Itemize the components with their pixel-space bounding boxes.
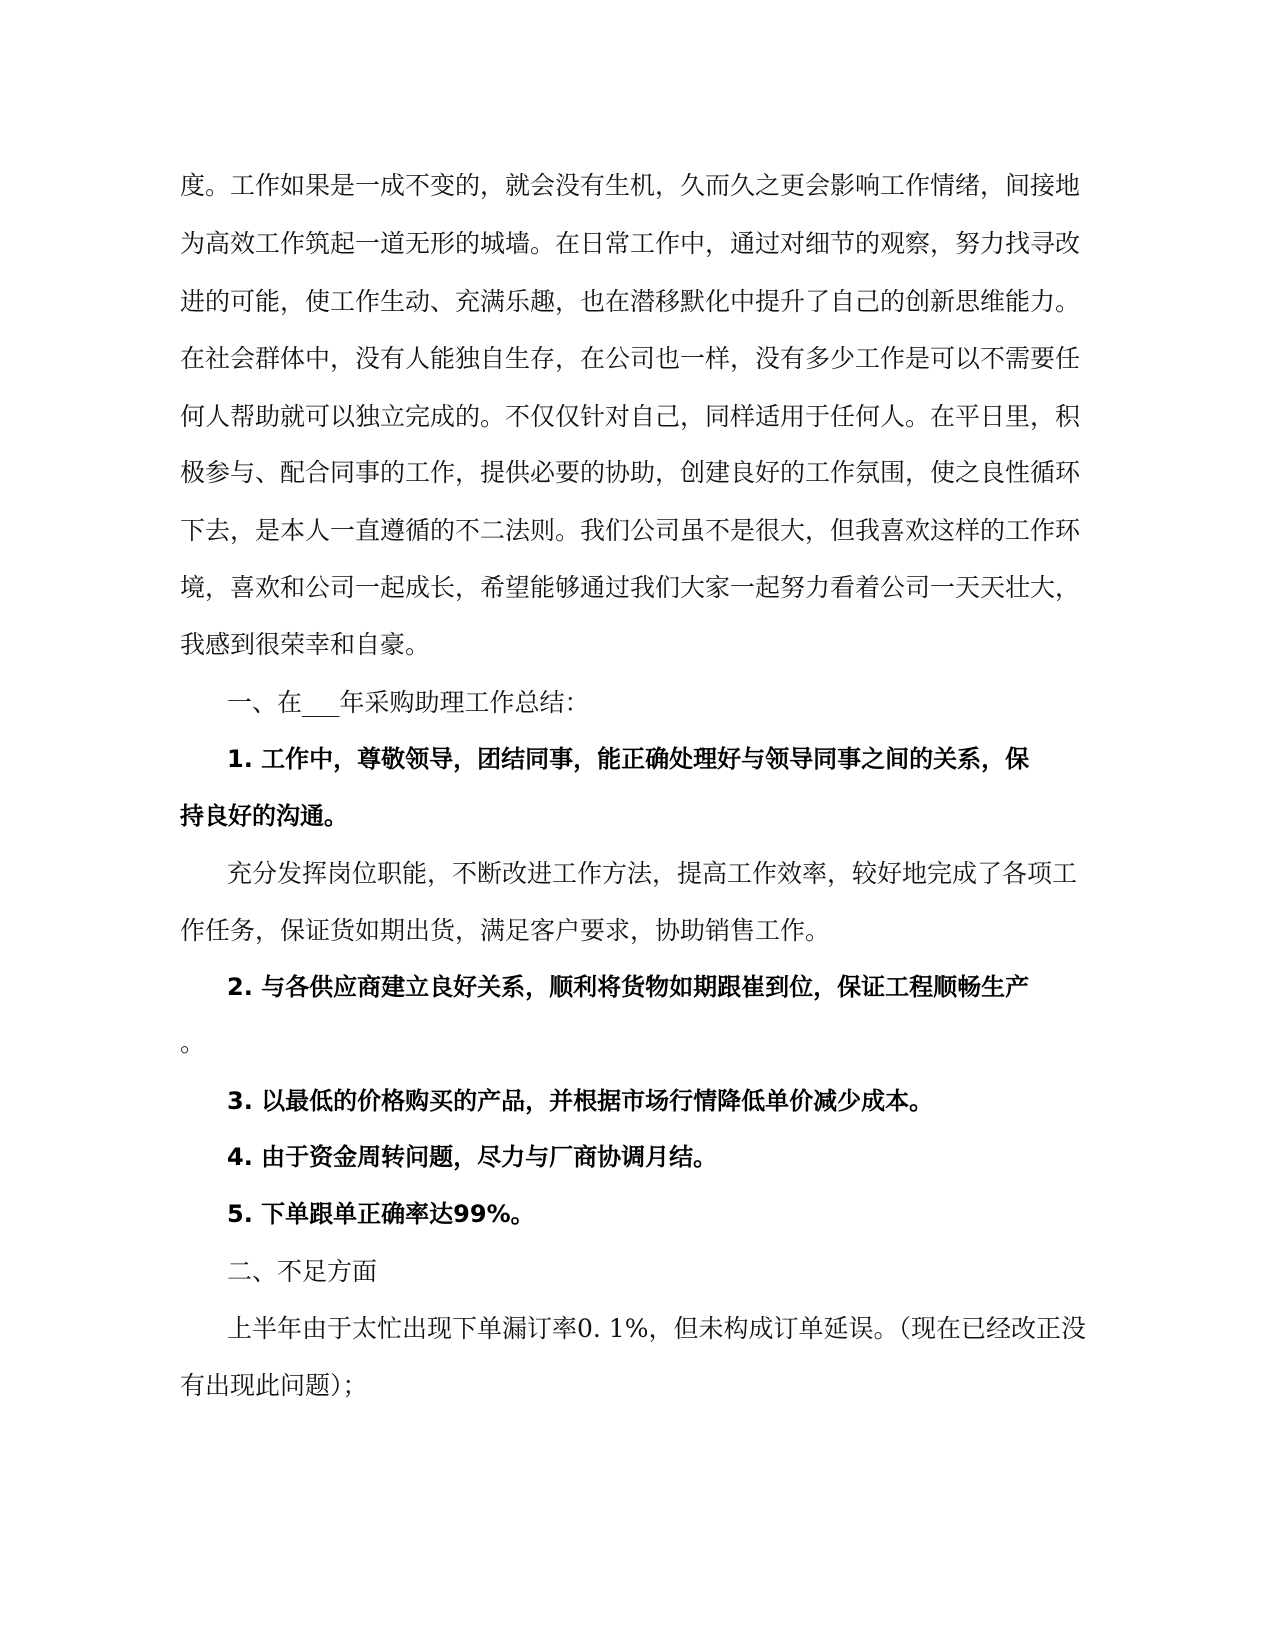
list-item-3: 3. 以最低的价格购买的产品，并根据市场行情降低单价减少成本。 (227, 1087, 934, 1115)
list-item-1-line: 持良好的沟通。 (180, 802, 348, 830)
body-text-line: 为高效工作筑起一道无形的城墙。在日常工作中，通过对细节的观察，努力找寻改 (180, 229, 1081, 258)
body-text-line: 作任务，保证货如期出货，满足客户要求，协助销售工作。 (180, 916, 831, 945)
section-heading: 一、在___年采购助理工作总结： (227, 688, 590, 717)
body-text-line: 极参与、配合同事的工作，提供必要的协助，创建良好的工作氛围，使之良性循环 (180, 458, 1081, 487)
body-text-line: 上半年由于太忙出现下单漏订率0. 1%，但未构成订单延误。（现在已经改正没 (227, 1314, 1086, 1343)
body-text-line: 进的可能，使工作生动、充满乐趣，也在潜移默化中提升了自己的创新思维能力。 (180, 287, 1081, 316)
section-heading: 二、不足方面 (227, 1257, 378, 1286)
body-text-line: 境，喜欢和公司一起成长，希望能够通过我们大家一起努力看着公司一天天壮大， (180, 573, 1081, 602)
body-text-line: 我感到很荣幸和自豪。 (180, 630, 431, 659)
body-text-line: 度。工作如果是一成不变的，就会没有生机，久而久之更会影响工作情绪，间接地 (180, 171, 1081, 200)
body-text-line: 下去，是本人一直遵循的不二法则。我们公司虽不是很大，但我喜欢这样的工作环 (180, 516, 1081, 545)
list-item-5: 5. 下单跟单正确率达99%。 (227, 1200, 535, 1228)
body-text-line: 在社会群体中，没有人能独自生存，在公司也一样，没有多少工作是可以不需要任 (180, 344, 1081, 373)
list-item-2-line: 2. 与各供应商建立良好关系，顺利将货物如期跟崔到位，保证工程顺畅生产 (227, 973, 1030, 1001)
list-item-2-line: 。 (180, 1028, 206, 1057)
list-item-4: 4. 由于资金周转问题，尽力与厂商协调月结。 (227, 1143, 718, 1171)
body-text-line: 充分发挥岗位职能，不断改进工作方法，提高工作效率，较好地完成了各项工 (227, 859, 1078, 888)
body-text-line: 何人帮助就可以独立完成的。不仅仅针对自己，同样适用于任何人。在平日里，积 (180, 402, 1081, 431)
body-text-line: 有出现此问题）； (180, 1371, 368, 1400)
list-item-1-line: 1. 工作中，尊敬领导，团结同事，能正确处理好与领导同事之间的关系，保 (227, 745, 1030, 773)
